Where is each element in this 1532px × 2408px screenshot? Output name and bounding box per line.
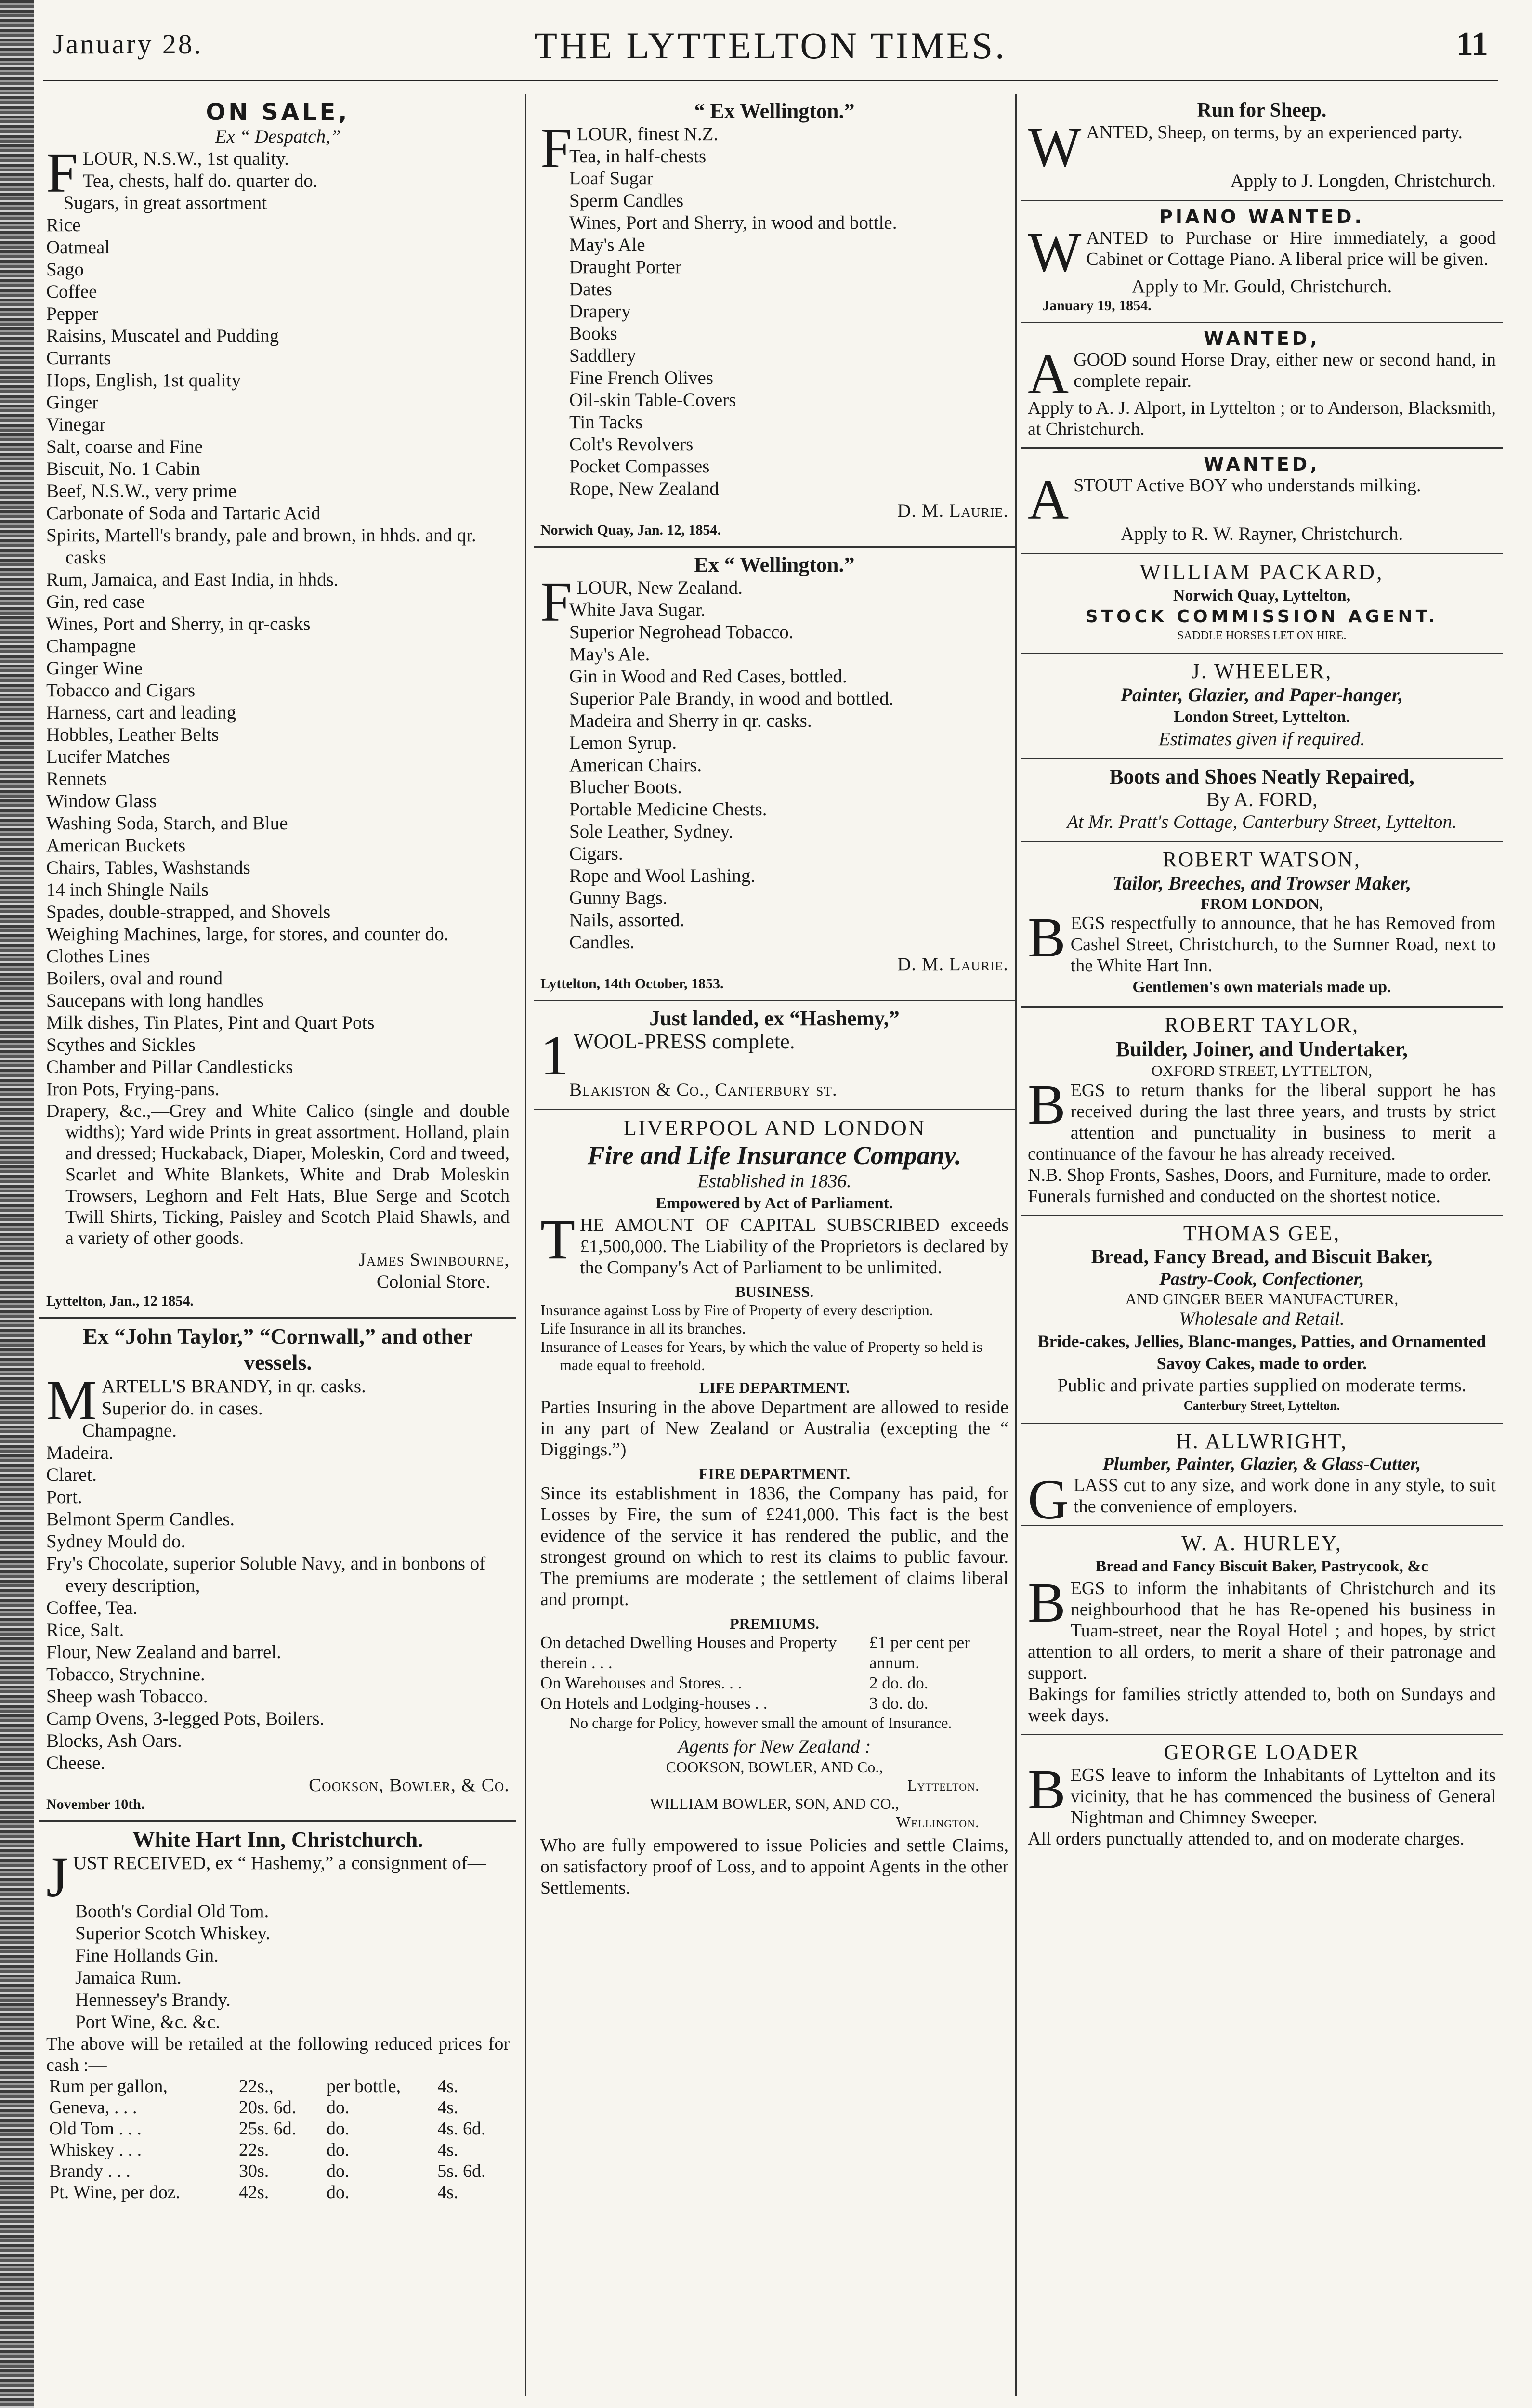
table-cell: Pt. Wine, per doz.: [49, 2182, 181, 2202]
ad-white-hart: [39, 1822, 516, 2211]
agent-place: Wellington.: [896, 1813, 980, 1831]
ad-wool-press: [534, 1001, 1015, 1110]
table-cell: Rum per gallon,: [49, 2076, 168, 2096]
list-item: Superior Pale Brandy, in wood and bottled.: [569, 688, 894, 709]
drop-cap: B: [1028, 1073, 1066, 1136]
ad-text: EGS to return thanks for the liberal support he has received during the last three years, and trusts by strict attention and punctuality in business to merit a continuance of the favour he has already received.: [1028, 1080, 1496, 1164]
list-item: Blucher Boots.: [569, 777, 682, 798]
ad-address: London Street, Lyttelton.: [1174, 708, 1350, 726]
ad-cakes: Bride-cakes, Jellies, Blanc-manges, Patties, and Ornamented Savoy Cakes, made to order.: [1037, 1332, 1486, 1373]
list-item: 14 inch Shingle Nails: [46, 879, 209, 900]
drop-cap: T: [540, 1208, 576, 1271]
ad-first-line: UST RECEIVED, ex “ Hashemy,” a consignment of—: [73, 1853, 486, 1873]
list-item: Insurance of Leases for Years, by which the value of Property so held is made equal to freehold.: [540, 1338, 982, 1374]
table-cell: 22s.: [239, 2140, 269, 2160]
list-item: Insurance against Loss by Fire of Property of every description.: [540, 1301, 933, 1319]
list-item: Blocks, Ash Oars.: [46, 1730, 182, 1751]
agent-place: Lyttelton.: [907, 1777, 980, 1794]
ad-trade: Bread, Fancy Bread, and Biscuit Baker,: [1091, 1246, 1433, 1268]
table-cell: Whiskey . . .: [49, 2140, 142, 2160]
ad-signer: James Swinbourne,: [358, 1249, 510, 1270]
ad-heading: “ Ex Wellington.”: [694, 99, 855, 123]
ad-funerals: Funerals furnished and conducted on the shortest notice.: [1028, 1186, 1440, 1206]
table-cell: do.: [327, 2182, 350, 2202]
established: Established in 1836.: [697, 1171, 851, 1191]
list-item: Fine French Olives: [569, 367, 713, 388]
list-item: Harness, cart and leading: [46, 702, 236, 723]
header-date: January 28.: [53, 28, 203, 60]
list-item: Champagne: [46, 636, 136, 656]
ad-despatch: [39, 94, 516, 1319]
column-2: [534, 94, 1015, 2406]
list-item: Beef, N.S.W., very prime: [46, 481, 236, 501]
list-item: Life Insurance in all its branches.: [540, 1320, 746, 1337]
table-cell: per bottle,: [327, 2076, 401, 2096]
ad-text: STOUT Active BOY who understands milking.: [1074, 475, 1421, 496]
list-item: Rice: [46, 215, 81, 236]
ad-heading: WILLIAM PACKARD,: [1139, 560, 1384, 584]
fire-text: Since its establishment in 1836, the Company has paid, for Losses by Fire, the sum of £241,000. This fact is the best evidence of the service it has rendered the public, and the strongest ground on which to rest its claims to public favour. The premiums are moderate ; the settlement of claims liberal and prompt.: [540, 1483, 1008, 1610]
ad-first-line: ARTELL'S BRANDY, in qr. casks.: [101, 1376, 366, 1397]
table-cell: 3 do. do.: [869, 1694, 929, 1713]
drop-cap: A: [1028, 468, 1069, 531]
drop-cap: F: [46, 141, 78, 204]
list-item: Hops, English, 1st quality: [46, 370, 241, 391]
list-item: Sugars, in great assortment: [63, 193, 267, 213]
table-row: [540, 1673, 1008, 1693]
ad-heading: White Hart Inn, Christchurch.: [132, 1827, 423, 1852]
list-item: Candles.: [569, 932, 635, 953]
scanned-page-edge: [0, 0, 34, 2408]
item-list: [540, 599, 1008, 954]
agent-name: COOKSON, BOWLER, AND Co.,: [666, 1758, 883, 1776]
ad-first-line: LOUR, New Zealand.: [576, 577, 743, 598]
ad-note: The above will be retailed at the following reduced prices for cash :—: [46, 2034, 510, 2075]
table-row: [540, 1633, 1008, 1673]
table-row: [46, 2118, 510, 2139]
ad-heading: WANTED,: [1204, 454, 1320, 475]
list-item: May's Ale.: [569, 644, 650, 665]
list-item: Colt's Revolvers: [569, 434, 694, 455]
business-list: [540, 1301, 1008, 1374]
drop-cap: W: [1028, 221, 1082, 284]
ad-contact: Apply to J. Longden, Christchurch.: [1230, 170, 1496, 191]
list-item: Chairs, Tables, Washstands: [46, 857, 250, 878]
ad-trade: Painter, Glazier, and Paper-hanger,: [1120, 684, 1403, 706]
section-heading: BUSINESS.: [735, 1283, 814, 1300]
page-header: [43, 18, 1498, 71]
list-item: Washing Soda, Starch, and Blue: [46, 813, 288, 834]
list-item: Spirits, Martell's brandy, pale and brown, in hhds. and qr. casks: [46, 525, 476, 568]
list-item: Coffee, Tea.: [46, 1597, 138, 1618]
drop-cap: J: [46, 1845, 68, 1909]
table-cell: £1 per cent per annum.: [869, 1633, 970, 1672]
list-item: Ginger: [46, 392, 99, 413]
list-item: Gin in Wood and Red Cases, bottled.: [569, 666, 847, 687]
drop-cap: A: [1028, 342, 1069, 406]
ad-signer: D. M. Laurie.: [897, 954, 1008, 975]
table-cell: 20s. 6d.: [239, 2097, 297, 2118]
newspaper-title: THE LYTTELTON TIMES.: [534, 25, 1007, 66]
ad-heading: GEORGE LOADER: [1164, 1741, 1360, 1764]
list-item: Chamber and Pillar Candlesticks: [46, 1057, 293, 1077]
column-1: [39, 94, 516, 2406]
capital-text: HE AMOUNT OF CAPITAL SUBSCRIBED exceeds £1,500,000. The Liability of the Proprietors is declared by the Company's Act of Parliament to be unlimited.: [580, 1215, 1008, 1278]
list-item: Sperm Candles: [569, 190, 684, 211]
list-item: Superior Scotch Whiskey.: [75, 1923, 271, 1944]
ad-subheading: Ex “ Despatch,”: [215, 126, 341, 147]
page-number: 11: [1456, 26, 1488, 63]
ad-heading: W. A. HURLEY,: [1181, 1531, 1342, 1555]
ad-address: At Mr. Pratt's Cottage, Canterbury Street, Lyttelton.: [1067, 811, 1457, 832]
list-item: Vinegar: [46, 414, 106, 435]
list-item: Rope and Wool Lashing.: [569, 865, 756, 886]
table-cell: On Hotels and Lodging-houses . .: [540, 1694, 768, 1713]
table-cell: 4s.: [437, 2182, 458, 2202]
list-item: Books: [569, 323, 617, 344]
ad-william-packard: [1021, 554, 1503, 654]
list-item: American Chairs.: [569, 755, 702, 775]
table-cell: 30s.: [239, 2161, 269, 2181]
ad-trade: Plumber, Painter, Glazier, & Glass-Cutter,: [1102, 1454, 1421, 1474]
table-cell: 4s.: [437, 2140, 458, 2160]
ad-text: EGS respectfully to announce, that he has Removed from Cashel Street, Christchurch, to the Sumner Road, next to the White Hart Inn.: [1070, 913, 1496, 976]
section-heading: PREMIUMS.: [730, 1615, 819, 1632]
premiums-table: [540, 1633, 1008, 1714]
list-item: Draught Porter: [569, 257, 681, 277]
list-item: Tea, in half-chests: [569, 146, 707, 167]
ad-trade: Builder, Joiner, and Undertaker,: [1115, 1037, 1408, 1061]
ad-contact: Apply to Mr. Gould, Christchurch.: [1131, 276, 1392, 297]
ad-note: Gentlemen's own materials made up.: [1132, 978, 1391, 996]
ad-contact: Apply to A. J. Alport, in Lyttelton ; or to Anderson, Blacksmith, at Christchurch.: [1028, 398, 1496, 439]
drapery-text: Drapery, &c.,—Grey and White Calico (single and double widths); Yard wide Prints in great assortment. Holland, plain and dressed; Huckaback, Diaper, Moleskin, Cord and tweed, Scarlet and White Blankets, White and Drab Moleskin Trowsers, Leghorn and Felt Hats, Blue Serge and Scotch Twill Shirts, Ticking, Paisley and Scotch Plaid Shawls, and a variety of other goods.: [46, 1101, 510, 1248]
ad-heading: J. WHEELER,: [1191, 659, 1333, 683]
ad-ex-wellington-2: [534, 548, 1015, 1001]
table-cell: Brandy . . .: [49, 2161, 131, 2181]
item-list: [46, 1900, 510, 2033]
agent-name: WILLIAM BOWLER, SON, AND CO.,: [650, 1795, 899, 1812]
drop-cap: B: [1028, 1571, 1066, 1634]
ad-heading: Ex “John Taylor,” “Cornwall,” and other vessels.: [83, 1324, 473, 1374]
ad-text: EGS leave to inform the Inhabitants of Lyttelton and its vicinity, that he has commenced the business of General Nightman and Chimney Sweeper.: [1070, 1765, 1496, 1828]
list-item: Madeira and Sherry in qr. casks.: [569, 710, 812, 731]
list-item: Flour, New Zealand and barrel.: [46, 1642, 281, 1662]
list-item: Fry's Chocolate, superior Soluble Navy, and in bonbons of every description,: [46, 1553, 486, 1596]
list-item: Lucifer Matches: [46, 746, 170, 767]
table-cell: do.: [327, 2119, 350, 2139]
section-heading: LIFE DEPARTMENT.: [699, 1379, 850, 1396]
company-name: Fire and Life Insurance Company.: [587, 1141, 962, 1170]
table-cell: 2 do. do.: [869, 1674, 929, 1692]
ad-heading: Boots and Shoes Neatly Repaired,: [1109, 765, 1414, 788]
ad-trade: Bread and Fancy Biscuit Baker, Pastrycook, &c: [1095, 1557, 1428, 1575]
list-item: Claret.: [46, 1465, 97, 1485]
list-item: Fine Hollands Gin.: [75, 1945, 219, 1966]
list-item: Jamaica Rum.: [75, 1967, 182, 1988]
ad-heading: LIVERPOOL AND LONDON: [623, 1115, 926, 1140]
ad-signer: Blakiston & Co., Canterbury st.: [569, 1079, 838, 1100]
list-item: White Java Sugar.: [569, 600, 706, 620]
list-item: Hobbles, Leather Belts: [46, 724, 219, 745]
list-item: Dates: [569, 279, 612, 300]
list-item: Biscuit, No. 1 Cabin: [46, 458, 200, 479]
ad-address: Norwich Quay, Lyttelton,: [1173, 587, 1351, 604]
list-item: Oatmeal: [46, 237, 110, 258]
ad-heading: THOMAS GEE,: [1183, 1221, 1341, 1245]
table-row: [46, 2182, 510, 2203]
table-row: [46, 2076, 510, 2097]
ad-trade-2: Pastry-Cook, Confectioner,: [1159, 1269, 1364, 1289]
list-item: Superior Negrohead Tobacco.: [569, 622, 794, 642]
drop-cap: 1: [540, 1024, 569, 1087]
drop-cap: M: [46, 1369, 97, 1432]
list-item: Rum, Jamaica, and East India, in hhds.: [46, 569, 339, 590]
column-3: [1021, 94, 1503, 2406]
list-item: Loaf Sugar: [569, 168, 654, 189]
list-item: Sheep wash Tobacco.: [46, 1686, 208, 1707]
table-cell: Old Tom . . .: [49, 2119, 142, 2139]
drop-cap: B: [1028, 906, 1066, 969]
table-cell: do.: [327, 2161, 350, 2181]
list-item: Spades, double-strapped, and Shovels: [46, 902, 331, 922]
list-item: Rice, Salt.: [46, 1620, 124, 1640]
ad-w-a-hurley: [1021, 1526, 1503, 1735]
ad-robert-taylor: [1021, 1008, 1503, 1216]
ad-ex-wellington-1: [534, 94, 1015, 548]
ad-address: OXFORD STREET, LYTTELTON,: [1151, 1062, 1373, 1079]
list-item: Coffee: [46, 281, 97, 302]
drop-cap: G: [1028, 1468, 1069, 1531]
list-item: Wines, Port and Sherry, in qr-casks: [46, 614, 311, 634]
ad-run-for-sheep: [1021, 94, 1503, 201]
ad-note: Estimates given if required.: [1158, 729, 1365, 749]
section-heading: FIRE DEPARTMENT.: [698, 1465, 851, 1482]
ad-heading: H. ALLWRIGHT,: [1176, 1429, 1348, 1453]
list-item: Tobacco and Cigars: [46, 680, 196, 701]
list-item: Ginger Wine: [46, 658, 143, 679]
ad-role: STOCK COMMISSION AGENT.: [1085, 607, 1439, 627]
ad-line: Tea, chests, half do. quarter do.: [82, 170, 318, 191]
list-item: Pocket Compasses: [569, 456, 710, 477]
ad-heading: Run for Sheep.: [1197, 99, 1327, 121]
ad-bakings: Bakings for families strictly attended to, both on Sundays and week days.: [1028, 1684, 1496, 1726]
ad-wholesale: Wholesale and Retail.: [1179, 1309, 1345, 1329]
column-divider: [525, 94, 526, 2396]
table-cell: 22s.,: [239, 2076, 274, 2096]
price-table: [46, 2076, 510, 2203]
ad-nb: N.B. Shop Fronts, Sashes, Doors, and Furniture, made to order.: [1028, 1165, 1492, 1185]
table-cell: 4s. 6d.: [437, 2119, 486, 2139]
item-list: [540, 145, 1008, 500]
list-item: Rope, New Zealand: [569, 478, 719, 499]
list-item: Tin Tacks: [569, 412, 643, 432]
list-item: May's Ale: [569, 235, 645, 255]
ad-heading: PIANO WANTED.: [1159, 206, 1364, 227]
ad-note: SADDLE HORSES LET ON HIRE.: [1177, 629, 1347, 642]
table-row: [46, 2139, 510, 2160]
empowered: Empowered by Act of Parliament.: [655, 1194, 893, 1212]
ad-signer: Cookson, Bowler, & Co.: [309, 1775, 510, 1795]
list-item: Window Glass: [46, 791, 157, 811]
ad-heading: Just landed, ex “Hashemy,”: [649, 1007, 900, 1030]
ad-heading: ROBERT WATSON,: [1163, 848, 1361, 871]
table-cell: 5s. 6d.: [437, 2161, 486, 2181]
list-item: Tobacco, Strychnine.: [46, 1664, 205, 1685]
list-item: Champagne.: [82, 1420, 177, 1441]
ad-text: EGS to inform the inhabitants of Christchurch and its neighbourhood that he has Re-opened his business in Tuam-street, near the Royal Hotel ; and hopes, by strict attention to all orders, to merit a share of their patronage and support.: [1028, 1578, 1496, 1683]
ad-first-line: LOUR, N.S.W., 1st quality.: [82, 148, 289, 169]
list-item: Nails, assorted.: [569, 910, 685, 930]
table-cell: On detached Dwelling Houses and Property therein . . .: [540, 1633, 837, 1672]
list-item: Salt, coarse and Fine: [46, 436, 203, 457]
table-row: [540, 1693, 1008, 1714]
table-cell: 4s.: [437, 2076, 458, 2096]
ad-robert-watson: [1021, 842, 1503, 1008]
ad-wanted-boy: [1021, 449, 1503, 554]
list-item: Drapery: [569, 301, 631, 322]
list-item: Milk dishes, Tin Plates, Pint and Quart Pots: [46, 1012, 375, 1033]
ad-first-line: LOUR, finest N.Z.: [576, 124, 719, 144]
list-item: Rennets: [46, 769, 107, 789]
ad-text: ANTED, Sheep, on terms, by an experienced party.: [1086, 122, 1463, 143]
ad-first-line: WOOL-PRESS complete.: [574, 1030, 795, 1053]
list-item: Scythes and Sickles: [46, 1034, 196, 1055]
list-item: Iron Pots, Frying-pans.: [46, 1079, 220, 1099]
ad-text: LASS cut to any size, and work done in any style, to suit the convenience of employers.: [1074, 1475, 1496, 1517]
list-item: Oil-skin Table-Covers: [569, 390, 736, 410]
ad-from: FROM LONDON,: [1200, 895, 1323, 912]
item-list: [46, 192, 510, 1100]
list-item: Cigars.: [569, 843, 623, 864]
table-cell: do.: [327, 2097, 350, 2118]
table-cell: 25s. 6d.: [239, 2119, 297, 2139]
list-item: Gunny Bags.: [569, 888, 668, 908]
no-charge: No charge for Policy, however small the amount of Insurance.: [569, 1714, 952, 1731]
ad-h-allwright: [1021, 1424, 1503, 1531]
table-cell: On Warehouses and Stores. . .: [540, 1674, 742, 1692]
drop-cap: F: [540, 117, 572, 180]
ad-text: ANTED to Purchase or Hire immediately, a good Cabinet or Cottage Piano. A liberal price will be given.: [1086, 228, 1496, 269]
list-item: Boilers, oval and round: [46, 968, 223, 989]
list-item: Carbonate of Soda and Tartaric Acid: [46, 503, 321, 523]
list-item: Saddlery: [569, 345, 636, 366]
header-rule: [43, 79, 1498, 84]
ad-thomas-gee: [1021, 1216, 1503, 1424]
drop-cap: W: [1028, 115, 1082, 178]
drop-cap: B: [1028, 1758, 1066, 1821]
list-item: Belmont Sperm Candles.: [46, 1509, 235, 1530]
ad-signer-business: Colonial Store.: [376, 1271, 490, 1292]
ad-dateline: Norwich Quay, Jan. 12, 1854.: [540, 522, 721, 538]
ad-trade: Tailor, Breeches, and Trowser Maker,: [1112, 872, 1412, 894]
list-item: Sydney Mould do.: [46, 1531, 186, 1552]
ad-dateline: Lyttelton, Jan., 12 1854.: [46, 1293, 194, 1309]
list-item: Port.: [46, 1487, 82, 1507]
ad-j-wheeler: [1021, 654, 1503, 759]
ad-parties: Public and private parties supplied on moderate terms.: [1057, 1375, 1467, 1396]
list-item: Weighing Machines, large, for stores, and counter do.: [46, 924, 449, 944]
table-cell: 4s.: [437, 2097, 458, 2118]
list-item: Saucepans with long handles: [46, 990, 264, 1011]
ad-a-ford: [1021, 759, 1503, 842]
list-item: Portable Medicine Chests.: [569, 799, 767, 820]
table-cell: 42s.: [239, 2182, 269, 2202]
ad-by: By A. FORD,: [1206, 789, 1318, 811]
list-item: Hennessey's Brandy.: [75, 1989, 231, 2010]
list-item: Camp Ovens, 3-legged Pots, Boilers.: [46, 1708, 325, 1729]
ad-wanted-dray: [1021, 323, 1503, 449]
list-item: Clothes Lines: [46, 946, 150, 967]
column-divider: [1015, 94, 1017, 2396]
list-item: Currants: [46, 348, 111, 368]
ad-john-taylor: [39, 1319, 516, 1822]
list-item: Raisins, Muscatel and Pudding: [46, 326, 279, 346]
life-text: Parties Insuring in the above Department are allowed to reside in any part of New Zealand or Australia (excepting the “ Diggings.”): [540, 1397, 1008, 1460]
list-item: Cheese.: [46, 1753, 105, 1773]
ad-dateline: November 10th.: [46, 1796, 145, 1812]
list-item: Wines, Port and Sherry, in wood and bottle.: [569, 212, 897, 233]
ad-line: Superior do. in cases.: [101, 1398, 263, 1419]
table-row: [46, 2160, 510, 2182]
ad-heading: ON SALE,: [206, 99, 350, 126]
ad-heading: Ex “ Wellington.”: [694, 553, 855, 576]
list-item: Gin, red case: [46, 591, 145, 612]
list-item: Pepper: [46, 303, 99, 324]
ad-orders: All orders punctually attended to, and on moderate charges.: [1028, 1829, 1465, 1849]
list-item: Sole Leather, Sydney.: [569, 821, 733, 842]
table-row: [46, 2097, 510, 2118]
list-item: Lemon Syrup.: [569, 733, 677, 753]
ad-text: GOOD sound Horse Dray, either new or second hand, in complete repair.: [1074, 350, 1496, 391]
drop-cap: F: [540, 570, 572, 633]
table-cell: do.: [327, 2140, 350, 2160]
agents-heading: Agents for New Zealand :: [678, 1736, 871, 1757]
table-cell: Geneva, . . .: [49, 2097, 137, 2118]
ad-dateline: Lyttelton, 14th October, 1853.: [540, 976, 724, 992]
ad-dateline: January 19, 1854.: [1042, 298, 1152, 314]
ad-heading: ROBERT TAYLOR,: [1164, 1013, 1360, 1036]
ad-george-loader: [1021, 1735, 1503, 1857]
list-item: Port Wine, &c. &c.: [75, 2012, 220, 2032]
ad-signer: D. M. Laurie.: [897, 500, 1008, 521]
list-item: Sago: [46, 259, 84, 280]
ad-heading: WANTED,: [1204, 328, 1320, 349]
closing-text: Who are fully empowered to issue Policies and settle Claims, on satisfactory proof of Loss, and to appoint Agents in the other Settlements.: [540, 1835, 1008, 1898]
ad-contact: Apply to R. W. Rayner, Christchurch.: [1120, 523, 1403, 544]
ad-liverpool-london-insurance: [534, 1110, 1015, 1906]
list-item: American Buckets: [46, 835, 186, 856]
ad-piano-wanted: [1021, 201, 1503, 323]
item-list: [46, 1420, 510, 1774]
ad-trade-3: AND GINGER BEER MANUFACTURER,: [1125, 1290, 1399, 1308]
ad-address: Canterbury Street, Lyttelton.: [1183, 1399, 1340, 1413]
list-item: Booth's Cordial Old Tom.: [75, 1901, 269, 1922]
list-item: Madeira.: [46, 1442, 114, 1463]
